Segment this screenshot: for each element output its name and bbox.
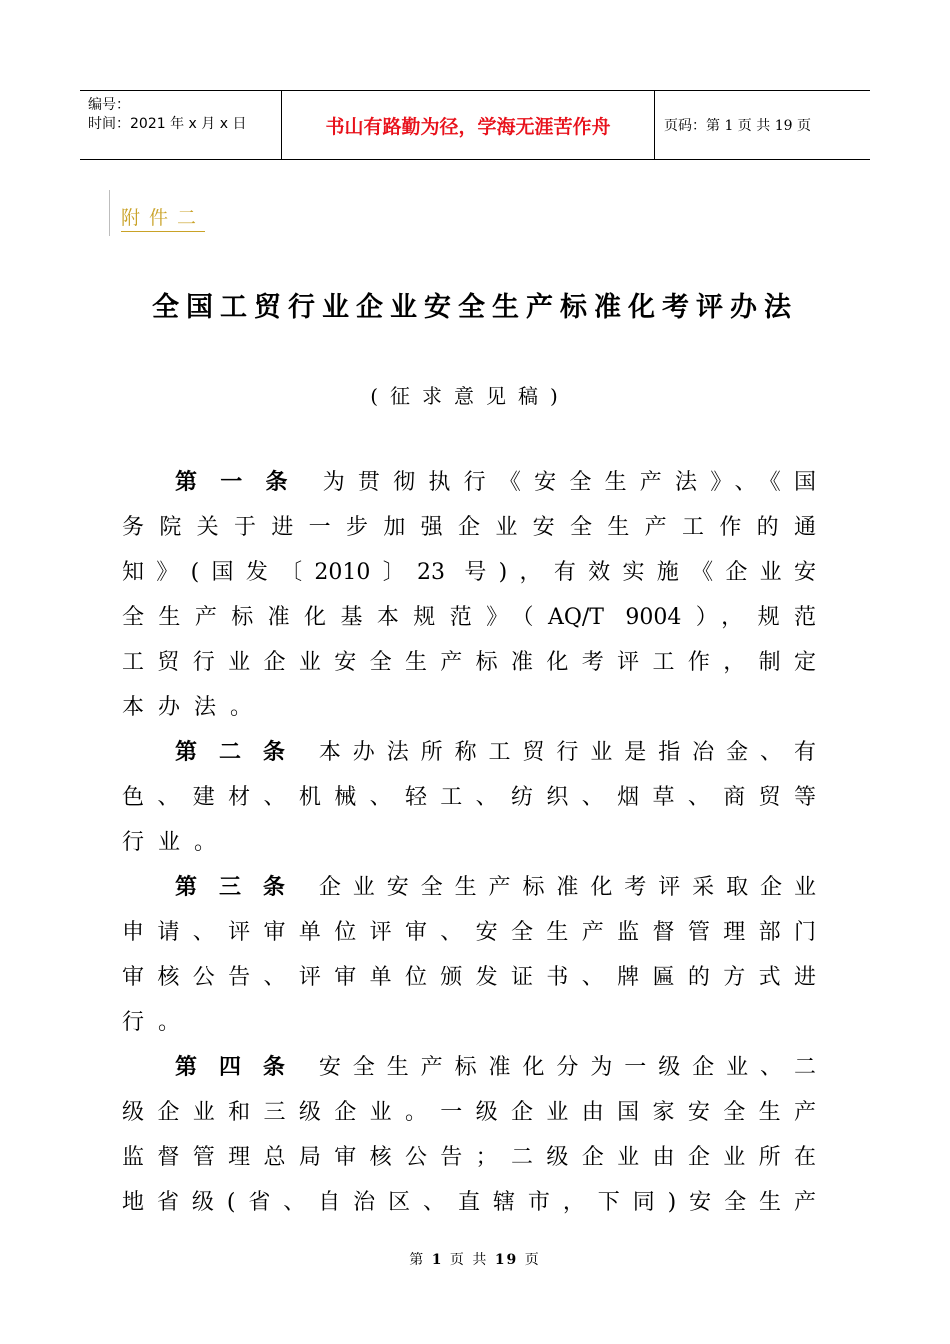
article-1-line-6: 本办法。: [122, 695, 267, 720]
article-1-line-1: [122, 460, 816, 505]
article-3-line-4: 行。: [122, 1010, 195, 1035]
header-page-info: 页码：第 1 页 共 19 页: [664, 118, 811, 134]
article-1-line-2: 务院关于进一步加强企业安全生产工作的通: [122, 515, 816, 540]
article-3-line-1: [122, 865, 816, 910]
article-2-line-2: 色、建材、机械、轻工、纺织、烟草、商贸等: [122, 785, 816, 810]
article-2-text: 本办法所称工贸行业是指冶金、有: [318, 740, 816, 765]
article-4-text: 安全生产标准化分为一级企业、二: [318, 1055, 816, 1080]
number-label: 编号：: [88, 97, 130, 113]
article-4-line-2: 级企业和三级企业。一级企业由国家安全生产: [122, 1100, 816, 1125]
article-1-line-4: 全生产标准化基本规范》（AQ/T 9004），规范: [122, 605, 816, 630]
article-3-label: 第三条: [175, 875, 307, 900]
footer-total-pages: 19: [494, 1252, 519, 1268]
page-footer: [0, 1249, 950, 1269]
article-4-label: 第四条: [175, 1055, 307, 1080]
attachment-label: 附件二: [121, 203, 205, 232]
footer-middle: 页 共: [449, 1252, 489, 1268]
document-title: 全国工贸行业企业安全生产标准化考评办法: [152, 292, 798, 323]
article-1-line-5: 工贸行业企业安全生产标准化考评工作，制定: [122, 650, 816, 675]
article-1-text: 为贯彻执行《安全生产法》、《国: [322, 470, 816, 495]
document-body: [122, 460, 816, 1225]
article-3-text: 企业安全生产标准化考评采取企业: [318, 875, 816, 900]
header-meta: [80, 91, 280, 159]
footer-prefix: 第: [409, 1252, 426, 1268]
time-label: 时间：2021 年 x 月 x 日: [88, 116, 247, 132]
article-3-line-3: 审核公告、评审单位颁发证书、牌匾的方式进: [122, 965, 816, 990]
header-motto: 书山有路勤为径，学海无涯苦作舟: [281, 91, 655, 159]
document-subtitle: (征求意见稿): [370, 384, 570, 408]
attachment-marker: [109, 190, 110, 236]
article-4-line-3: 监督管理总局审核公告；二级企业由企业所在: [122, 1145, 816, 1170]
article-1-line-3: 知》(国发〔2010〕23 号)，有效实施《企业安: [122, 560, 816, 585]
article-4-line-4: 地省级(省、自治区、直辖市，下同)安全生产: [122, 1190, 816, 1215]
article-4-line-1: [122, 1045, 816, 1090]
article-2-line-1: [122, 730, 816, 775]
footer-page-number: 1: [431, 1252, 444, 1268]
article-2-line-3: 行业。: [122, 830, 231, 855]
article-2-label: 第二条: [175, 740, 307, 765]
article-3-line-2: 申请、评审单位评审、安全生产监督管理部门: [122, 920, 816, 945]
article-1-label: 第一条: [175, 470, 311, 495]
footer-suffix: 页: [524, 1252, 541, 1268]
document-header: [80, 90, 870, 160]
